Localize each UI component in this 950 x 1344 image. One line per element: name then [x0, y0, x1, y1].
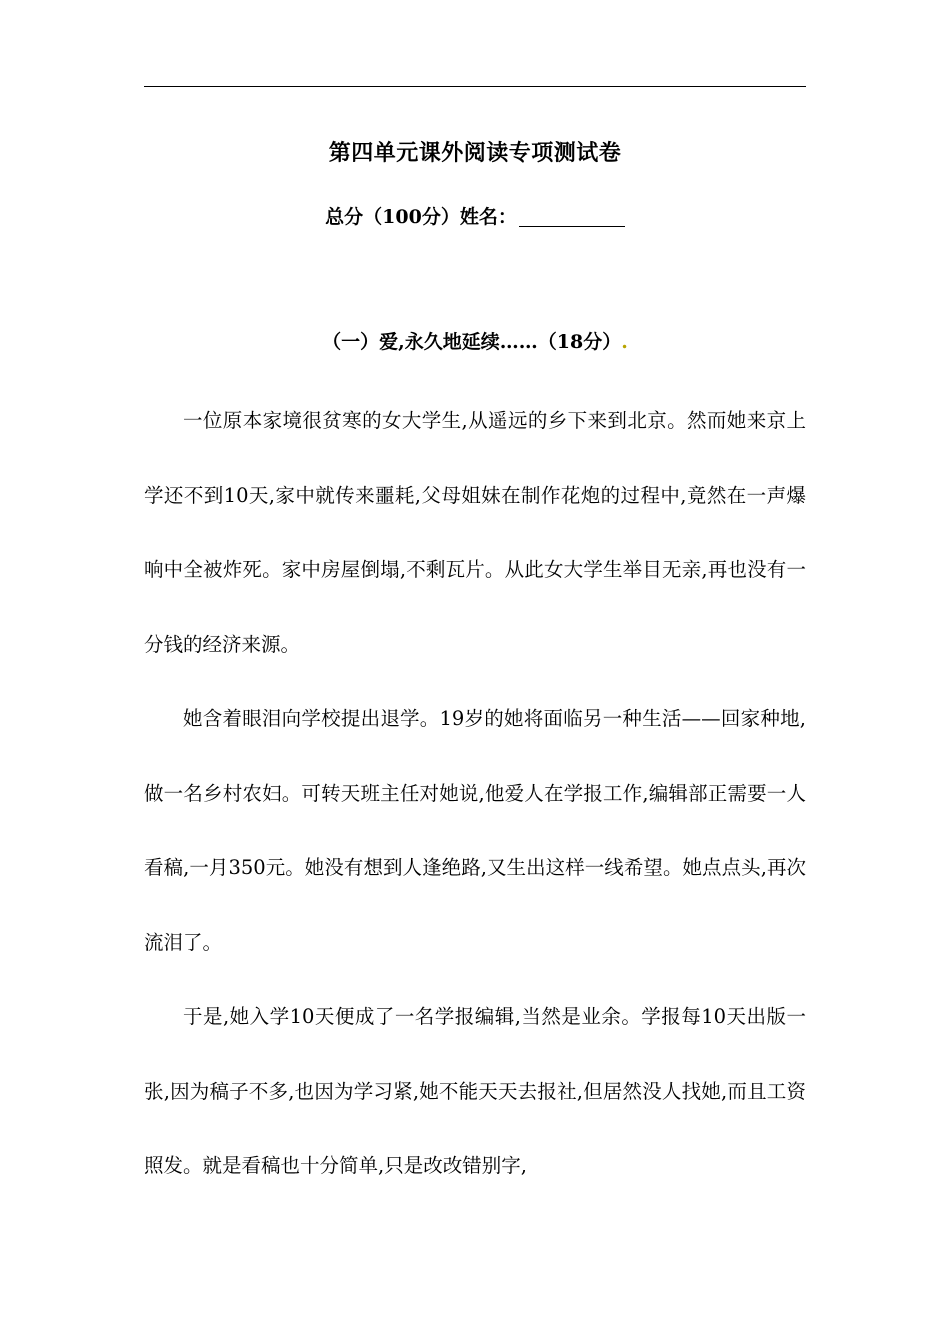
score-label: 总分（100分）姓名：: [325, 206, 517, 228]
reading-passage: [144, 384, 806, 1204]
paragraph-1: 一位原本家境很贫寒的女大学生,从遥远的乡下来到北京。然而她来京上学还不到10天,家中就传来噩耗,父母姐妹在制作花炮的过程中,竟然在一声爆响中全被炸死。家中房屋倒塌,不剩瓦片。从此女大学生举目无亲,再也没有一分钱的经济来源。: [144, 409, 806, 656]
section-heading: [0, 327, 950, 354]
section-heading-text: （一）爱,永久地延续……（18分）: [322, 331, 622, 353]
name-blank-field[interactable]: [519, 206, 625, 227]
score-name-line: [0, 202, 950, 229]
paragraph-3: 于是,她入学10天便成了一名学报编辑,当然是业余。学报每10天出版一张,因为稿子不多,也因为学习紧,她不能天天去报社,但居然没人找她,而且工资照发。就是看稿也十分简单,只是改改错别字,: [144, 1005, 806, 1177]
page-title: 第四单元课外阅读专项测试卷: [328, 140, 622, 166]
paragraph-2: 她含着眼泪向学校提出退学。19岁的她将面临另一种生活——回家种地,做一名乡村农妇。可转天班主任对她说,他爱人在学报工作,编辑部正需要一人看稿,一月350元。她没有想到人逢绝路,又生出这样一线希望。她点点头,再次流泪了。: [144, 707, 806, 954]
section-heading-mark: .: [621, 331, 628, 353]
header-rule: [144, 86, 806, 87]
